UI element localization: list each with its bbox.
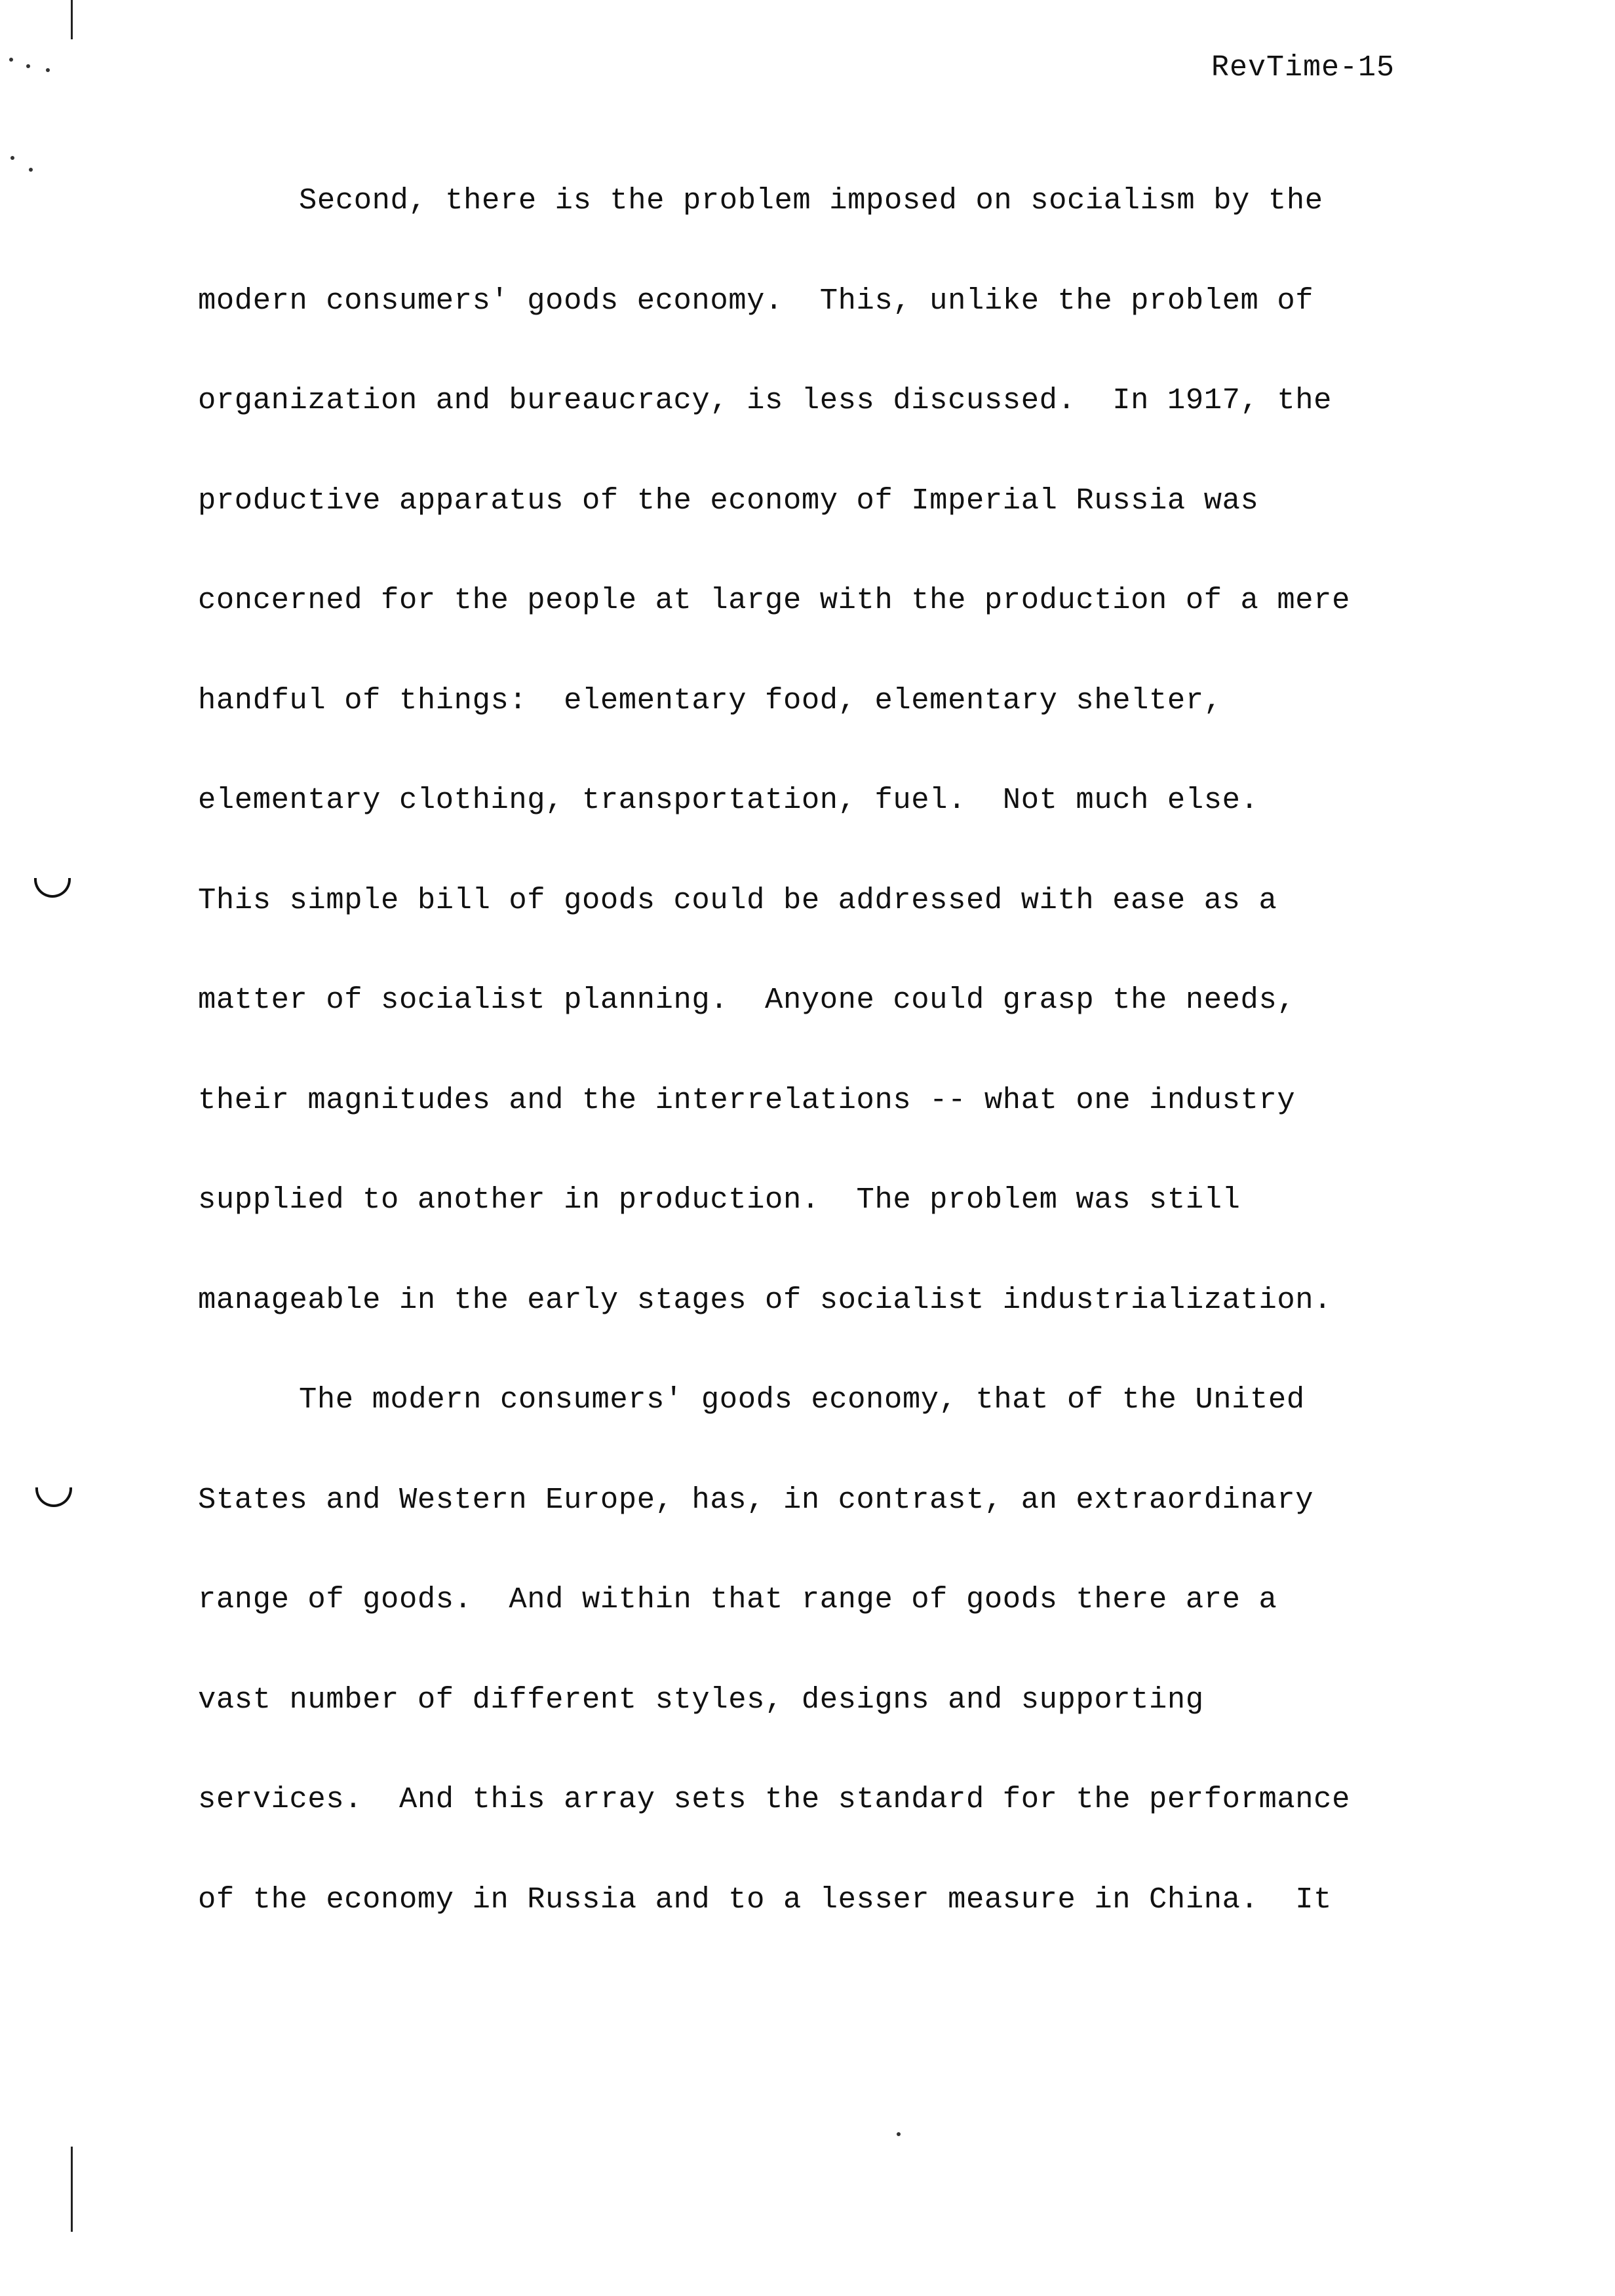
scan-speck [10, 156, 14, 160]
text-line: Second, there is the problem imposed on socialism by the [299, 183, 1323, 218]
scan-speck [46, 68, 50, 72]
text-line: productive apparatus of the economy of Imperial Russia was [198, 483, 1259, 518]
text-line: vast number of different styles, designs and supporting [198, 1682, 1204, 1717]
scan-speck [897, 2132, 901, 2136]
binding-hook-mark [35, 1487, 72, 1507]
text-line: range of goods. And within that range of goods there are a [198, 1582, 1277, 1617]
text-line: modern consumers' goods economy. This, unlike the problem of [198, 283, 1314, 318]
text-line: of the economy in Russia and to a lesser measure in China. It [198, 1882, 1333, 1917]
text-line: their magnitudes and the interrelations -- what one industry [198, 1082, 1296, 1117]
text-line: handful of things: elementary food, elementary shelter, [198, 683, 1222, 718]
margin-line-top [71, 0, 73, 39]
text-line: organization and bureaucracy, is less discussed. In 1917, the [198, 383, 1333, 417]
text-line: supplied to another in production. The problem was still [198, 1183, 1241, 1217]
text-line: concerned for the people at large with the production of a mere [198, 583, 1350, 617]
text-line: elementary clothing, transportation, fuel. Not much else. [198, 783, 1259, 817]
text-line: States and Western Europe, has, in contrast, an extraordinary [198, 1482, 1314, 1517]
text-line: services. And this array sets the standard for the performance [198, 1782, 1350, 1816]
text-line: manageable in the early stages of socialist industrialization. [198, 1282, 1333, 1317]
margin-line-bottom [71, 2147, 73, 2232]
page-header: RevTime-15 [1211, 51, 1395, 85]
text-line: This simple bill of goods could be addressed with ease as a [198, 883, 1277, 917]
body-text [198, 177, 1483, 1976]
binding-hook-mark [34, 878, 71, 898]
text-line: matter of socialist planning. Anyone could grasp the needs, [198, 983, 1296, 1017]
scan-speck [9, 58, 13, 62]
scan-speck [26, 64, 30, 68]
scan-speck [29, 168, 33, 172]
text-line: The modern consumers' goods economy, that of the United [299, 1383, 1305, 1417]
